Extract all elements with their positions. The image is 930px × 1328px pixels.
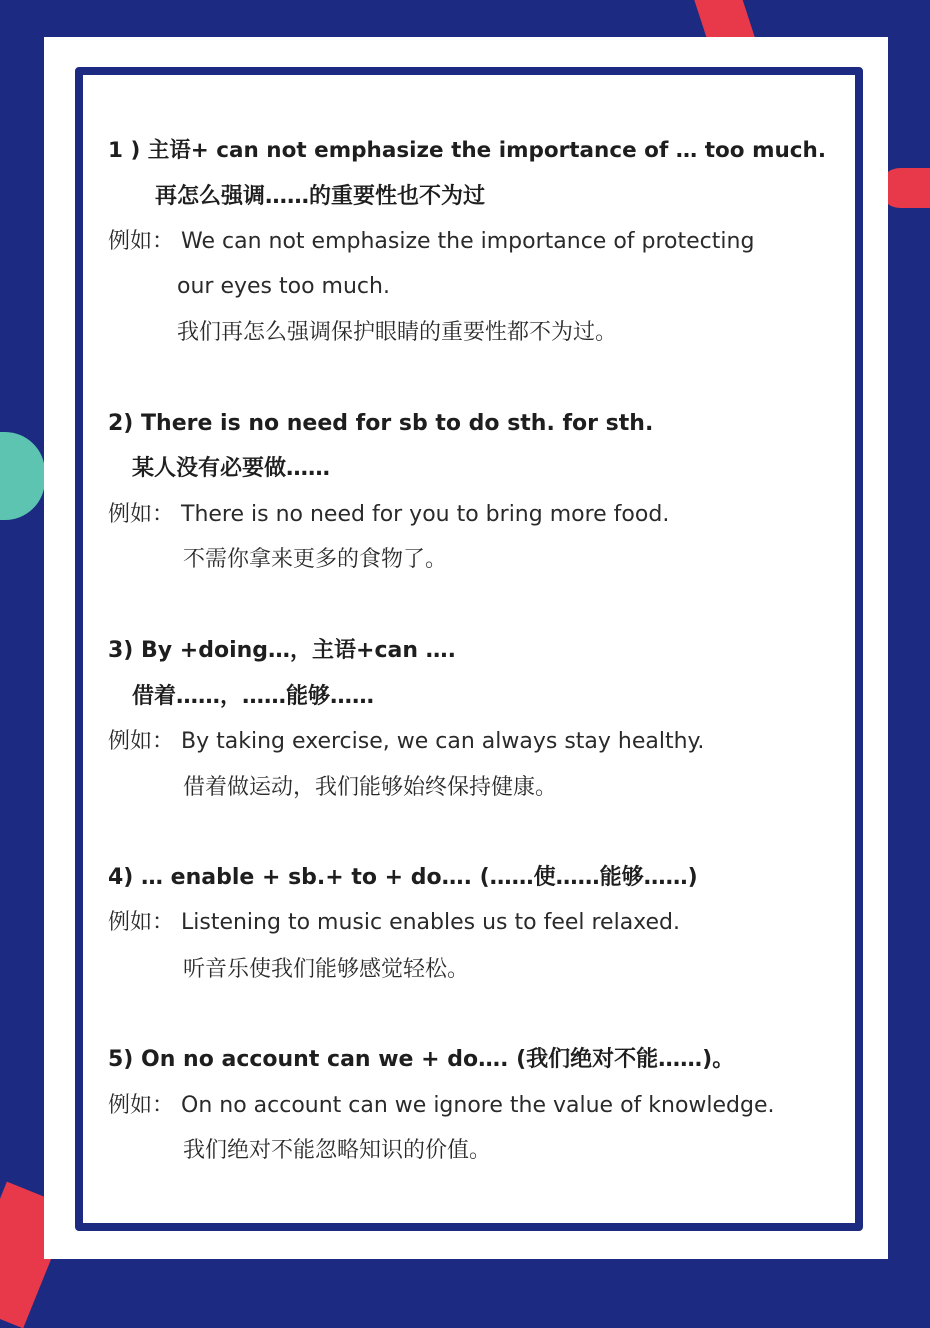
example-chinese: 借着做运动，我们能够始终保持健康。 (183, 775, 558, 800)
example-chinese: 听音乐使我们能够感觉轻松。 (183, 957, 470, 982)
example-english: There is no need for you to bring more food. (181, 502, 670, 527)
example-chinese: 我们再怎么强调保护眼睛的重要性都不为过。 (177, 320, 618, 345)
example-english: By taking exercise, we can always stay healthy. (181, 729, 705, 754)
teal-tab-decoration (0, 432, 45, 520)
section-heading: 4) … enable + sb.+ to + do…. (……使……能够……) (108, 865, 698, 890)
example-label: 例如： (108, 910, 175, 935)
example-label: 例如： (108, 229, 175, 254)
section-heading: 1 ) 主语+ can not emphasize the importance of … too much. (108, 138, 826, 163)
section-heading: 3) By +doing…，主语+can …. (108, 638, 457, 663)
section-heading: 5) On no account can we + do…. (我们绝对不能……)。 (108, 1047, 735, 1072)
example-english-continued: our eyes too much. (177, 274, 390, 299)
section-meaning: 借着……，……能够…… (132, 684, 375, 709)
example-english: On no account can we ignore the value of knowledge. (181, 1093, 775, 1118)
example-chinese: 不需你拿来更多的食物了。 (183, 547, 448, 572)
section-meaning: 再怎么强调……的重要性也不为过 (155, 184, 486, 209)
example-label: 例如： (108, 1093, 175, 1118)
section-meaning: 某人没有必要做…… (132, 456, 331, 481)
section-heading: 2) There is no need for sb to do sth. for sth. (108, 411, 654, 436)
example-label: 例如： (108, 502, 175, 527)
example-chinese: 我们绝对不能忽略知识的价值。 (183, 1138, 492, 1163)
example-english: We can not emphasize the importance of protecting (181, 229, 755, 254)
example-english: Listening to music enables us to feel relaxed. (181, 910, 681, 935)
example-label: 例如： (108, 729, 175, 754)
